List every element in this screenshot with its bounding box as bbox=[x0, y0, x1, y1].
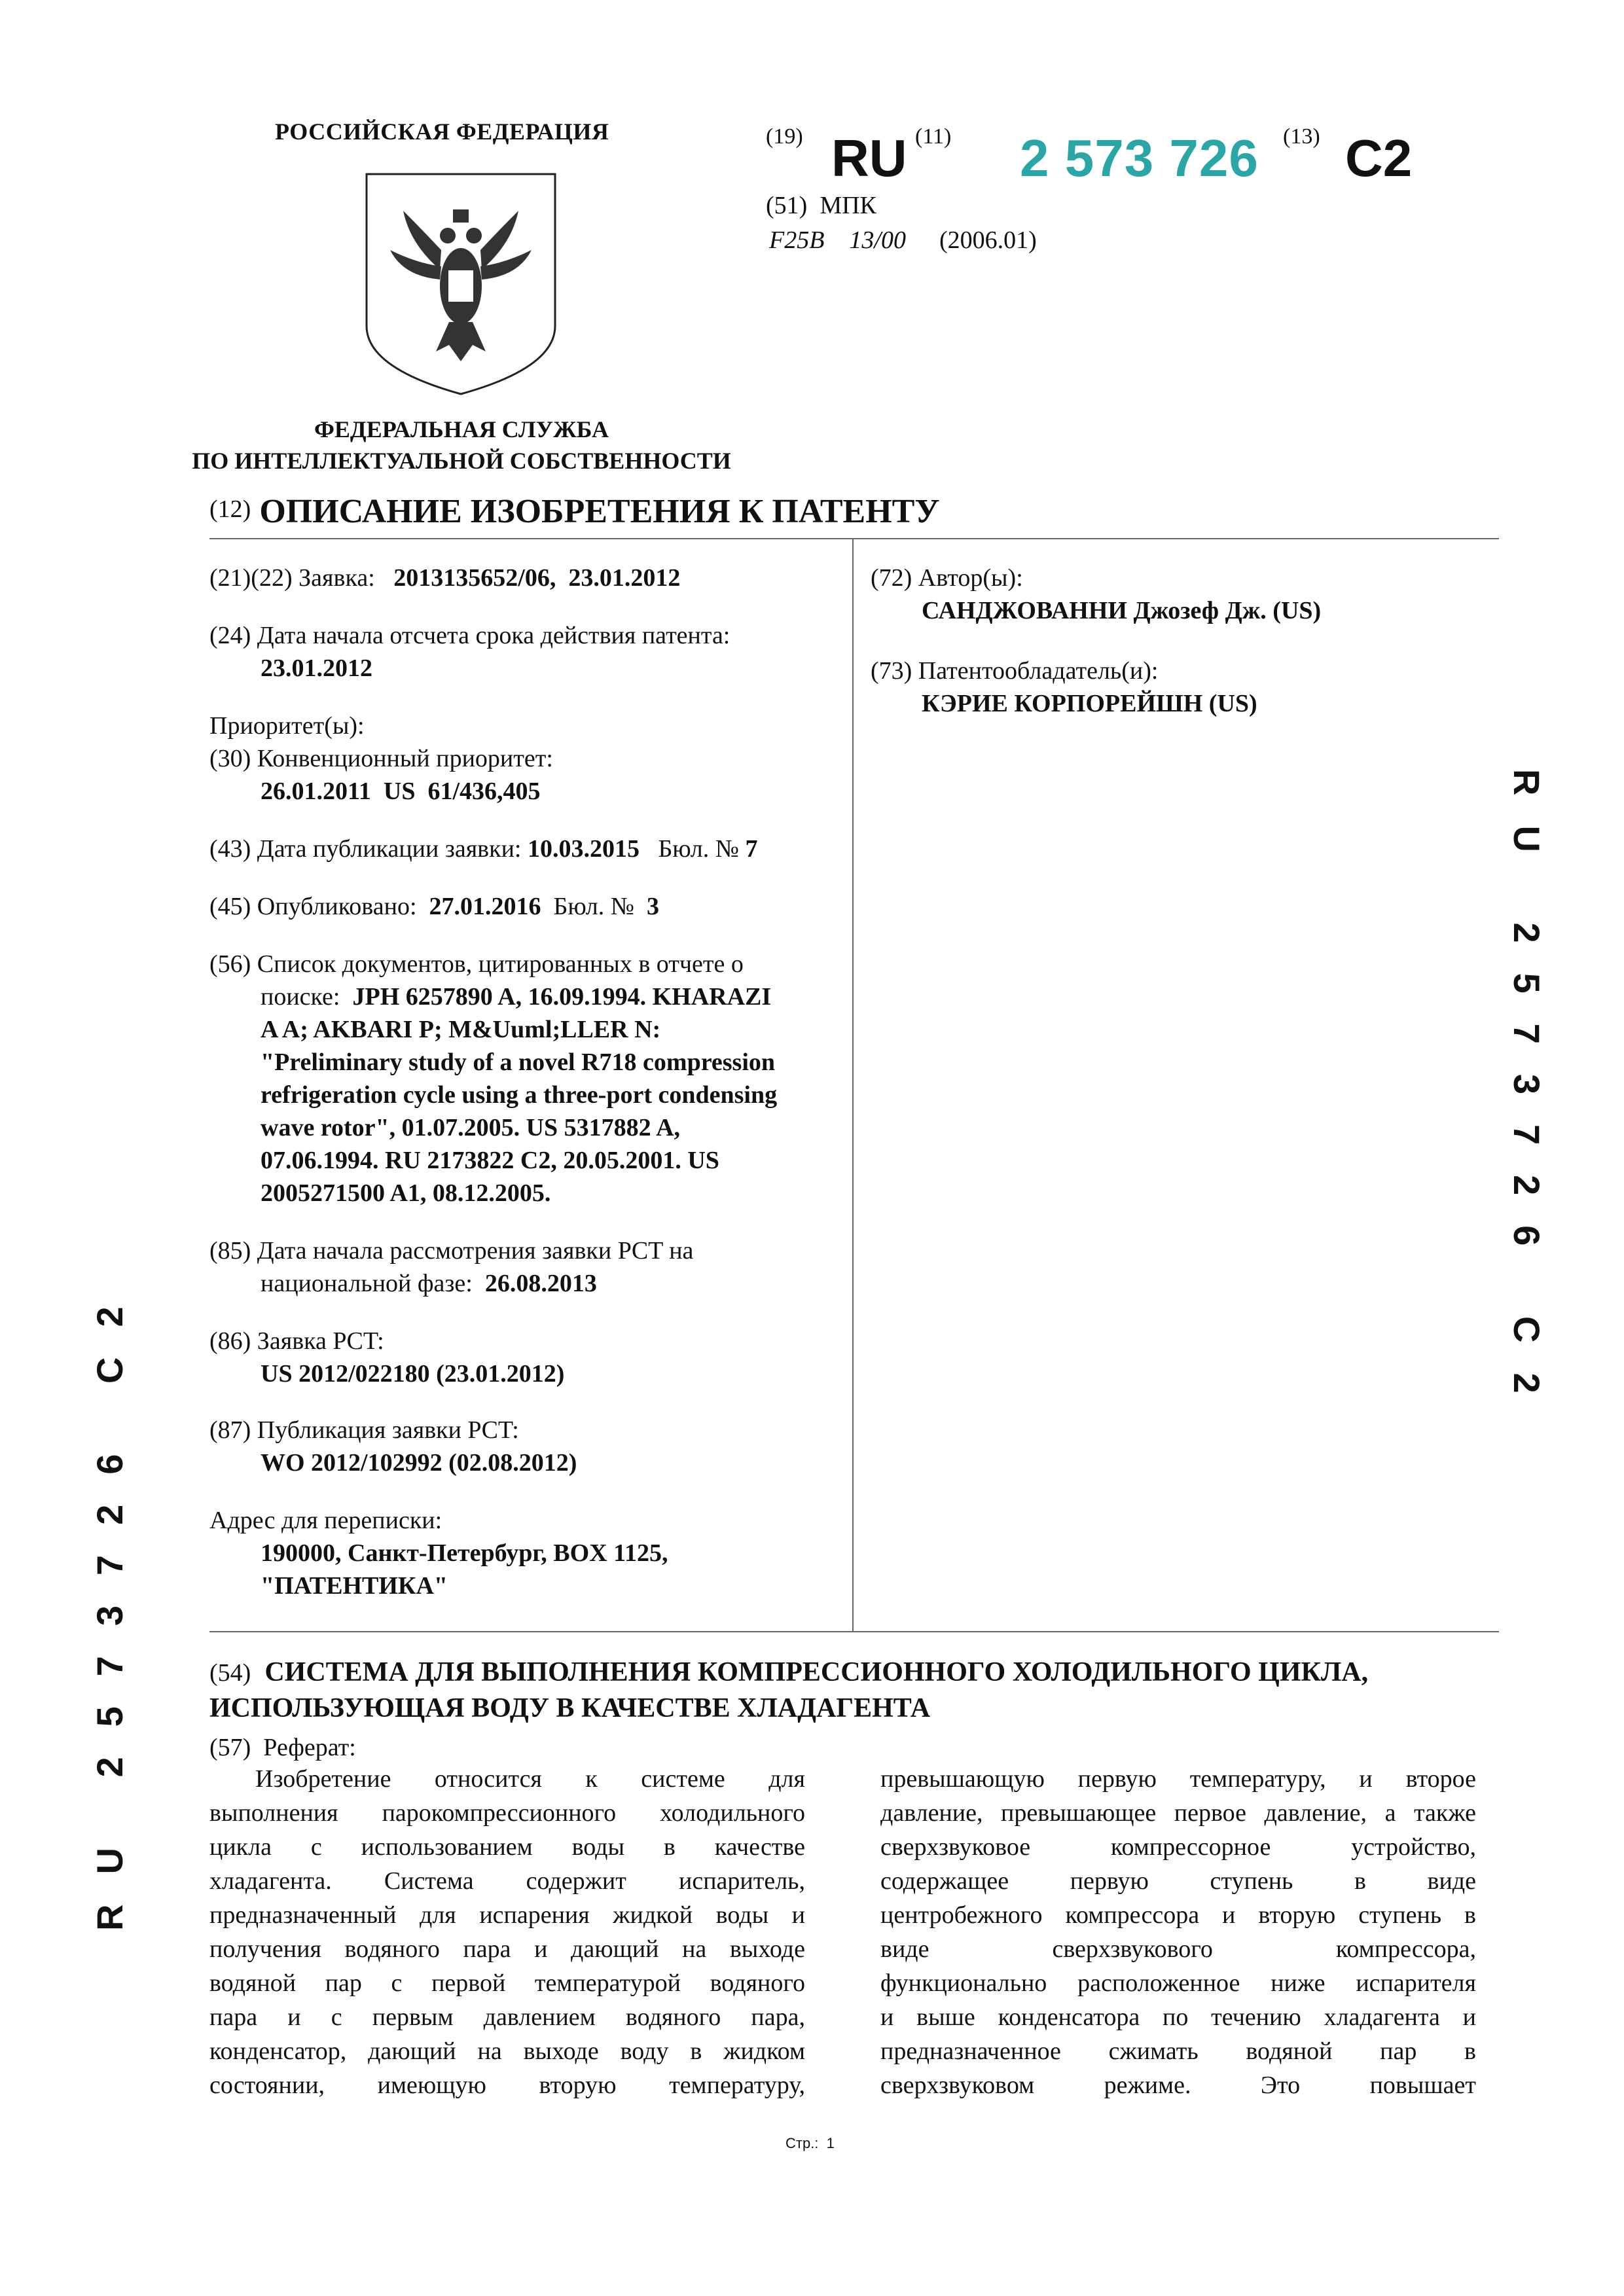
field-45-bulletin-no: 3 bbox=[647, 893, 659, 920]
code-13: (13) bbox=[1283, 124, 1320, 149]
patent-number: 2 573 726 bbox=[1020, 129, 1259, 187]
field-45-value: 27.01.2016 bbox=[429, 893, 541, 920]
field-43-bulletin: Бюл. № bbox=[658, 835, 739, 863]
abstract-line: получения водяного пара и дающий на выходе bbox=[209, 1935, 805, 1963]
abstract-line: функционально расположенное ниже испарителя bbox=[880, 1969, 1476, 1997]
field-24-label: (24) Дата начала отсчета срока действия патента: bbox=[209, 622, 731, 649]
abstract-line: сверхзвуковое компрессорное устройство, bbox=[880, 1833, 1476, 1861]
field-85-second bbox=[209, 1267, 597, 1300]
reference-line: 07.06.1994. RU 2173822 C2, 20.05.2001. US bbox=[261, 1147, 719, 1174]
abstract-line: центробежного компрессора и вторую ступень в bbox=[880, 1901, 1476, 1929]
code-51: (51) bbox=[766, 192, 808, 219]
field-73-value: КЭРИЕ КОРПОРЕЙШН (US) bbox=[922, 690, 1257, 717]
field-56-label-2: поиске: bbox=[261, 983, 340, 1011]
field-56-references bbox=[209, 1013, 889, 1210]
page-number: Стр.: 1 bbox=[785, 2135, 835, 2151]
field-73-label: (73) Патентообладатель(и): bbox=[871, 657, 1159, 685]
field-43-label: (43) Дата публикации заявки: bbox=[209, 835, 522, 863]
field-72-label: (72) Автор(ы): bbox=[871, 564, 1023, 592]
country-name: РОССИЙСКАЯ ФЕДЕРАЦИЯ bbox=[275, 118, 609, 145]
country-code: RU bbox=[831, 129, 907, 187]
field-56-value-1: JPH 6257890 A, 16.09.1994. KHARAZI bbox=[352, 983, 772, 1011]
field-86-value: US 2012/022180 (23.01.2012) bbox=[261, 1360, 565, 1388]
field-24-value: 23.01.2012 bbox=[261, 655, 372, 682]
field-43-bulletin-no: 7 bbox=[745, 835, 758, 863]
reference-line: 2005271500 A1, 08.12.2005. bbox=[261, 1179, 551, 1207]
abstract-line: выполнения парокомпрессионного холодильного bbox=[209, 1799, 805, 1827]
reference-line: wave rotor", 01.07.2005. US 5317882 A, bbox=[261, 1114, 681, 1141]
ipc-label: МПК bbox=[820, 192, 876, 219]
coat-of-arms-icon bbox=[364, 171, 558, 397]
field-43 bbox=[209, 833, 757, 865]
abstract-line: водяной пар с первой температурой водяного bbox=[209, 1969, 805, 1997]
title-text: ОПИСАНИЕ ИЗОБРЕТЕНИЯ К ПАТЕНТУ bbox=[259, 493, 940, 530]
abstract-line: цикла с использованием воды в качестве bbox=[209, 1833, 805, 1861]
abstract-line: предназначенный для испарения жидкой воды и bbox=[209, 1901, 805, 1929]
abstract-line: содержащее первую ступень в виде bbox=[880, 1867, 1476, 1895]
abstract-line: предназначенное сжимать водяной пар в bbox=[880, 2037, 1476, 2065]
abstract-line: состоянии, имеющую вторую температуру, bbox=[209, 2072, 805, 2099]
address-line-2: "ПАТЕНТИКА" bbox=[261, 1572, 448, 1600]
field-72-value: САНДЖОВАННИ Джозеф Дж. (US) bbox=[922, 597, 1322, 624]
field-30-value: 26.01.2011 US 61/436,405 bbox=[261, 778, 541, 805]
field-85-label: (85) Дата начала рассмотрения заявки PCT на bbox=[209, 1237, 694, 1265]
side-patent-id-right: RU 2573726 C2 bbox=[1506, 769, 1547, 1424]
field-85-label-2: национальной фазе: bbox=[261, 1270, 473, 1297]
title-code: (12) bbox=[209, 495, 251, 523]
side-patent-id-left: RU 2573726 C2 bbox=[89, 1276, 130, 1931]
kind-code: C2 bbox=[1345, 129, 1413, 187]
abstract-line: конденсатор, дающий на выходе воду в жидком bbox=[209, 2037, 805, 2065]
field-56-label: (56) Список документов, цитированных в отчете о bbox=[209, 950, 744, 978]
field-45-bulletin: Бюл. № bbox=[553, 893, 634, 920]
document-title bbox=[209, 492, 940, 531]
abstract-line: Изобретение относится к системе для bbox=[255, 1765, 805, 1793]
abstract-line: превышающую первую температуру, и второе bbox=[880, 1765, 1476, 1793]
address-line-1: 190000, Санкт-Петербург, BOX 1125, bbox=[261, 1539, 668, 1567]
field-21-value: 2013135652/06, 23.01.2012 bbox=[393, 564, 681, 592]
service-line-2: ПО ИНТЕЛЛЕКТУАЛЬНОЙ СОБСТВЕННОСТИ bbox=[192, 448, 731, 474]
abstract-line: давление, превышающее первое давление, а также bbox=[880, 1799, 1476, 1827]
invention-title-line-1: СИСТЕМА ДЛЯ ВЫПОЛНЕНИЯ КОМПРЕССИОННОГО ХОЛОДИЛЬНОГО ЦИКЛА, bbox=[264, 1657, 1369, 1687]
service-line-1: ФЕДЕРАЛЬНАЯ СЛУЖБА bbox=[314, 416, 609, 442]
abstract-line: пара и с первым давлением водяного пара, bbox=[209, 2003, 805, 2031]
field-21-22 bbox=[209, 562, 838, 594]
code-19: (19) bbox=[766, 124, 803, 149]
ipc-class: F25B 13/00 bbox=[769, 226, 906, 254]
priority-label: Приоритет(ы): bbox=[209, 712, 365, 740]
abstract-column-1 bbox=[209, 1762, 805, 2102]
reference-line: "Preliminary study of a novel R718 compression bbox=[261, 1049, 776, 1076]
abstract-label: (57) Реферат: bbox=[209, 1734, 356, 1761]
field-45 bbox=[209, 890, 659, 923]
ipc-date: (2006.01) bbox=[939, 226, 1037, 254]
reference-line: A A; AKBARI P; M&Uuml;LLER N: bbox=[261, 1016, 661, 1043]
field-45-label: (45) Опубликовано: bbox=[209, 893, 417, 920]
field-87-label: (87) Публикация заявки PCT: bbox=[209, 1416, 519, 1444]
field-56-first bbox=[209, 980, 771, 1013]
reference-line: refrigeration cycle using a three-port condensing bbox=[261, 1081, 778, 1109]
field-30-label: (30) Конвенционный приоритет: bbox=[209, 745, 553, 772]
invention-title bbox=[209, 1655, 1492, 1726]
invention-title-line-2: ИСПОЛЬЗУЮЩАЯ ВОДУ В КАЧЕСТВЕ ХЛАДАГЕНТА bbox=[209, 1693, 931, 1723]
abstract-line: и выше конденсатора по течению хладагента и bbox=[880, 2003, 1476, 2031]
field-87-value: WO 2012/102992 (02.08.2012) bbox=[261, 1449, 577, 1477]
federal-service-name bbox=[157, 414, 766, 476]
code-11: (11) bbox=[915, 124, 952, 149]
address-label: Адрес для переписки: bbox=[209, 1507, 442, 1534]
field-43-value: 10.03.2015 bbox=[527, 835, 640, 863]
abstract-line: хладагента. Система содержит испаритель, bbox=[209, 1867, 805, 1895]
abstract-column-2 bbox=[880, 1762, 1476, 2102]
divider-top bbox=[209, 538, 1499, 539]
ipc-label-row bbox=[766, 191, 876, 220]
invention-code: (54) bbox=[209, 1659, 251, 1687]
field-86-label: (86) Заявка PCT: bbox=[209, 1327, 384, 1355]
abstract-line: сверхзвуковом режиме. Это повышает bbox=[880, 2072, 1476, 2099]
field-85-value: 26.08.2013 bbox=[484, 1270, 597, 1297]
divider-bottom bbox=[209, 1631, 1499, 1632]
field-21-label: (21)(22) Заявка: bbox=[209, 564, 375, 592]
abstract-line: виде сверхзвукового компрессора, bbox=[880, 1935, 1476, 1963]
patent-id-line bbox=[766, 118, 1551, 190]
